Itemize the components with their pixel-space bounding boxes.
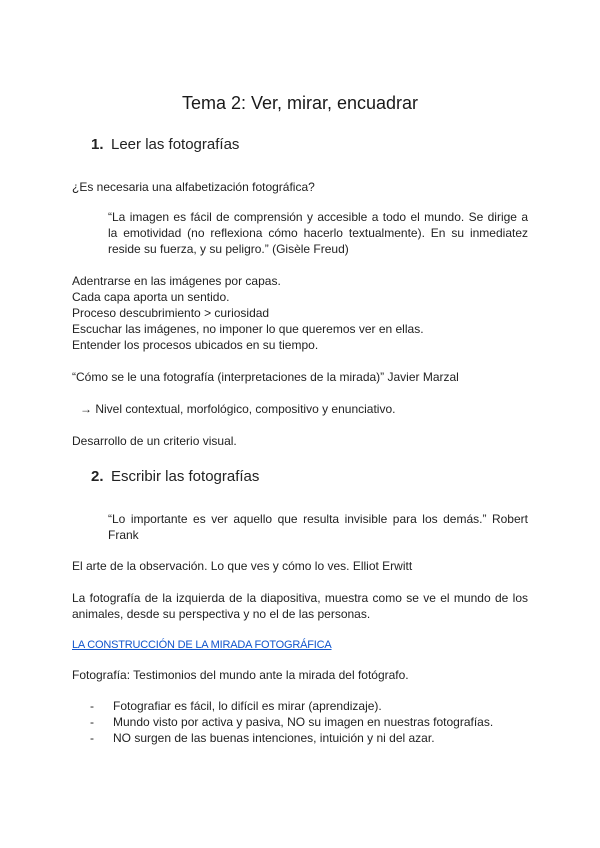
freud-quote-line-1: “La imagen es fácil de comprensión y accesible a todo el mundo. Se dirige a: [108, 210, 528, 224]
mirada-fotografica-link[interactable]: LA CONSTRUCCIÓN DE LA MIRADA FOTOGRÁFICA: [72, 639, 332, 651]
frank-quote: [108, 511, 528, 543]
question-line: ¿Es necesaria una alfabetización fotográfica?: [72, 180, 315, 194]
freud-quote-line-2: la emotividad (no reflexiona cómo hacerlo textualmente). En su inmediatez: [108, 226, 528, 240]
levels-arrow-line: → Nivel contextual, morfológico, compositivo y enunciativo.: [80, 402, 396, 416]
testimony-line: Fotografía: Testimonios del mundo ante la mirada del fotógrafo.: [72, 668, 409, 682]
frank-quote-line-1: “Lo importante es ver aquello que resulta invisible para los demás.” Robert: [108, 512, 528, 526]
layers-line-4: Escuchar las imágenes, no imponer lo que queremos ver en ellas.: [72, 322, 424, 336]
section-2-heading: [91, 468, 259, 486]
diapositive-line-1: La fotografía de la izquierda de la diapositiva, muestra como se ve el mundo de los: [72, 591, 528, 605]
layers-line-2: Cada capa aporta un sentido.: [72, 290, 230, 304]
diapositive-line-2: animales, desde su perspectiva y no el de las personas.: [72, 607, 371, 621]
layers-list: [72, 273, 424, 353]
section-1-title: Leer las fotografías: [111, 136, 240, 153]
marzal-reference: “Cómo se le una fotografía (interpretaciones de la mirada)” Javier Marzal: [72, 370, 459, 384]
freud-quote-line-3: reside su fuerza, y su peligro.” (Gisèle Freud): [108, 242, 349, 256]
section-2-number: 2.: [91, 468, 104, 485]
bullet-list: [90, 698, 493, 746]
section-1-number: 1.: [91, 136, 104, 153]
frank-quote-line-2: Frank: [108, 528, 139, 542]
bullet-text-2: Mundo visto por activa y pasiva, NO su imagen en nuestras fotografías.: [113, 715, 494, 729]
bullet-item-1: - Fotografiar es fácil, lo difícil es mirar (aprendizaje).: [90, 699, 382, 713]
diapositive-paragraph: [72, 590, 528, 622]
layers-line-5: Entender los procesos ubicados en su tiempo.: [72, 338, 319, 352]
section-2-title: Escribir las fotografías: [111, 468, 260, 485]
erwitt-line: El arte de la observación. Lo que ves y cómo lo ves. Elliot Erwitt: [72, 559, 413, 573]
layers-line-1: Adentrarse en las imágenes por capas.: [72, 274, 281, 288]
bullet-item-2: - Mundo visto por activa y pasiva, NO su imagen en nuestras fotografías.: [90, 715, 494, 729]
section-1-heading: [91, 136, 239, 154]
visual-criterion-line: Desarrollo de un criterio visual.: [72, 434, 237, 448]
bullet-text-3: NO surgen de las buenas intenciones, intuición y ni del azar.: [113, 731, 435, 745]
bullet-item-3: - NO surgen de las buenas intenciones, intuición y ni del azar.: [90, 731, 435, 745]
bullet-text-1: Fotografiar es fácil, lo difícil es mirar (aprendizaje).: [113, 699, 382, 713]
freud-quote: [108, 209, 528, 257]
layers-line-3: Proceso descubrimiento > curiosidad: [72, 306, 270, 320]
page-title: Tema 2: Ver, mirar, encuadrar: [181, 93, 419, 113]
